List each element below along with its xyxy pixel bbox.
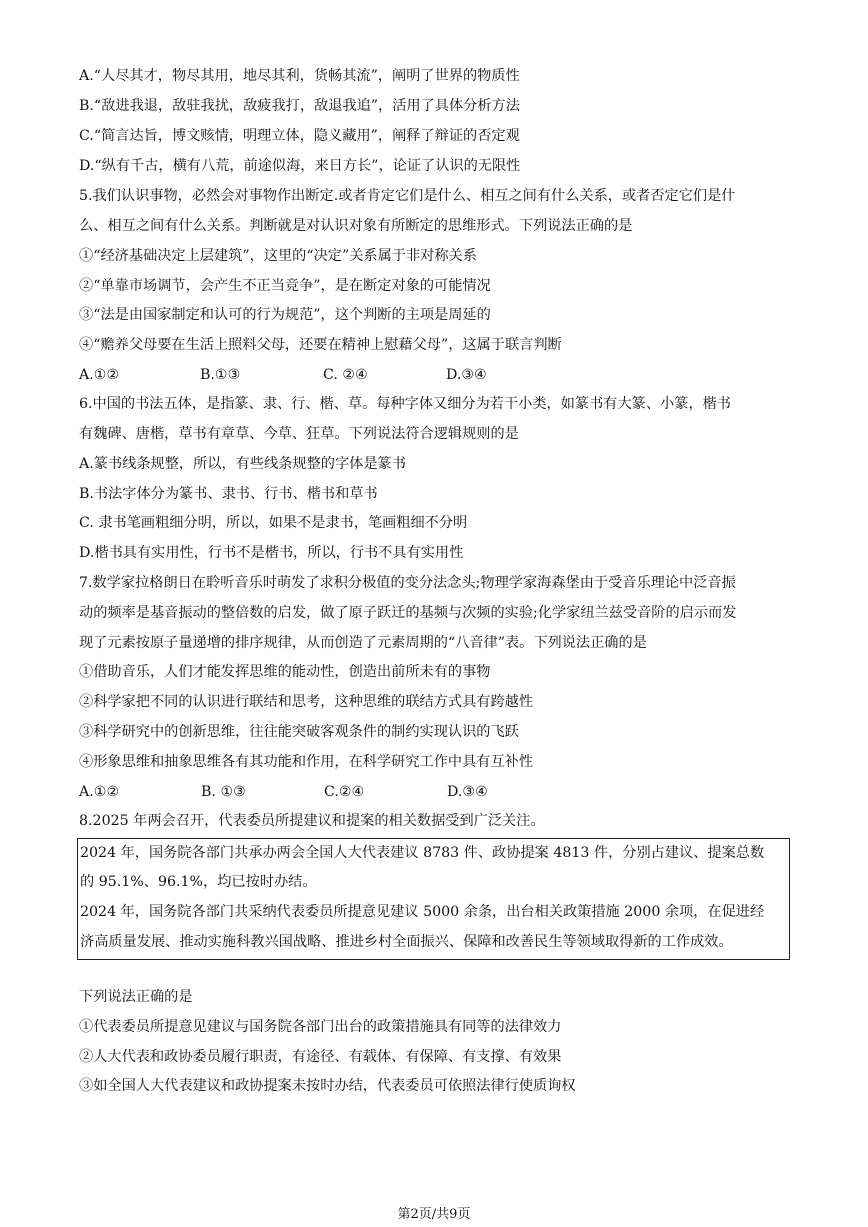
q4-option-b: B.“敌进我退，敌驻我扰，敌疲我打，敌退我追”，活用了具体分析方法 xyxy=(79,98,520,114)
q7-stem-line-3: 现了元素按原子量递增的排序规律，从而创造了元素周期的“八音律”表。下列说法正确的是 xyxy=(79,635,647,651)
q7-option-c: C.②④ xyxy=(324,784,365,800)
q5-option-b: B.①③ xyxy=(200,367,241,383)
q6-option-d: D.楷书具有实用性，行书不是楷书，所以，行书不具有实用性 xyxy=(79,545,464,561)
q8-statement-3: ③如全国人大代表建议和政协提案未按时办结，代表委员可依照法律行使质询权 xyxy=(79,1078,576,1094)
material-line-3: 2024 年，国务院各部门共采纳代表委员所提意见建议 5000 余条，出台相关政策措施 2000 余项，在促进经 xyxy=(80,904,765,920)
q7-statement-4: ④形象思维和抽象思维各有其功能和作用，在科学研究工作中具有互补性 xyxy=(79,754,534,770)
q5-stem-line-1: 5.我们认识事物，必然会对事物作出断定.或者肯定它们是什么、相互之间有什么关系，或者否定它们是什 xyxy=(79,188,736,204)
q7-option-b: B. ①③ xyxy=(201,784,246,800)
q8-material-box xyxy=(77,838,790,960)
q6-stem-line-2: 有魏碑、唐楷，草书有章草、今草、狂草。下列说法符合逻辑规则的是 xyxy=(79,426,519,442)
q7-option-a: A.①② xyxy=(79,784,120,800)
q8-statement-1: ①代表委员所提意见建议与国务院各部门出台的政策措施具有同等的法律效力 xyxy=(79,1019,562,1035)
q5-options xyxy=(79,365,794,385)
q8-prompt: 下列说法正确的是 xyxy=(79,989,193,1005)
q8-statement-2: ②人大代表和政协委员履行职责，有途径、有载体、有保障、有支撑、有效果 xyxy=(79,1049,562,1065)
q5-statement-3: ③“法是由国家制定和认可的行为规范”，这个判断的主项是周延的 xyxy=(79,307,491,323)
q5-stem-line-2: 么、相互之间有什么关系。判断就是对认识对象有所断定的思维形式。下列说法正确的是 xyxy=(79,218,633,234)
q5-statement-1: ①“经济基础决定上层建筑”，这里的“决定”关系属于非对称关系 xyxy=(79,248,477,264)
q6-option-c: C. 隶书笔画粗细分明，所以，如果不是隶书，笔画粗细不分明 xyxy=(79,515,468,531)
q4-option-d: D.“纵有千古，横有八荒，前途似海，来日方长”，论证了认识的无限性 xyxy=(79,158,521,174)
material-line-2: 的 95.1%、96.1%，均已按时办结。 xyxy=(80,874,317,890)
q5-option-d: D.③④ xyxy=(446,367,487,383)
q7-statement-1: ①借助音乐，人们才能发挥思维的能动性，创造出前所未有的事物 xyxy=(79,664,491,680)
q5-option-c: C. ②④ xyxy=(323,367,368,383)
q7-stem-line-2: 动的频率是基音振动的整倍数的启发，做了原子跃迁的基频与次频的实验;化学家纽兰兹受音阶的启示而发 xyxy=(79,605,737,621)
page-number: 第2页/共9页 xyxy=(397,1207,471,1222)
q7-options xyxy=(79,782,794,802)
q8-intro: 8.2025 年两会召开，代表委员所提建议和提案的相关数据受到广泛关注。 xyxy=(79,813,545,829)
q7-stem-line-1: 7.数学家拉格朗日在聆听音乐时萌发了求积分极值的变分法念头;物理学家海森堡由于受音乐理论中泛音振 xyxy=(79,575,736,591)
q6-option-a: A.篆书线条规整，所以，有些线条规整的字体是篆书 xyxy=(79,456,406,472)
q6-stem-line-1: 6.中国的书法五体，是指篆、隶、行、楷、草。每种字体又细分为若干小类，如篆书有大篆、小篆，楷书 xyxy=(79,396,731,412)
q4-option-c: C.“简言达旨，博文赅情，明理立体，隐义藏用”，阐释了辩证的否定观 xyxy=(79,128,520,144)
q5-option-a: A.①② xyxy=(79,367,120,383)
q5-statement-2: ②“单靠市场调节，会产生不正当竞争”，是在断定对象的可能情况 xyxy=(79,278,491,294)
q4-option-a: A.“人尽其才，物尽其用，地尽其利，货畅其流”，阐明了世界的物质性 xyxy=(79,68,520,84)
q6-option-b: B.书法字体分为篆书、隶书、行书、楷书和草书 xyxy=(79,486,378,502)
q7-statement-3: ③科学研究中的创新思维，往往能突破客观条件的制约实现认识的飞跃 xyxy=(79,724,519,740)
material-line-4: 济高质量发展、推动实施科教兴国战略、推进乡村全面振兴、保障和改善民生等领域取得新的工作成效。 xyxy=(80,934,733,950)
q5-statement-4: ④“赡养父母要在生活上照料父母，还要在精神上慰藉父母”，这属于联言判断 xyxy=(79,337,562,353)
q7-statement-2: ②科学家把不同的认识进行联结和思考，这种思维的联结方式具有跨越性 xyxy=(79,694,534,710)
q7-option-d: D.③④ xyxy=(447,784,488,800)
material-line-1: 2024 年，国务院各部门共承办两会全国人大代表建议 8783 件、政协提案 4813 件，分别占建议、提案总数 xyxy=(80,845,765,861)
